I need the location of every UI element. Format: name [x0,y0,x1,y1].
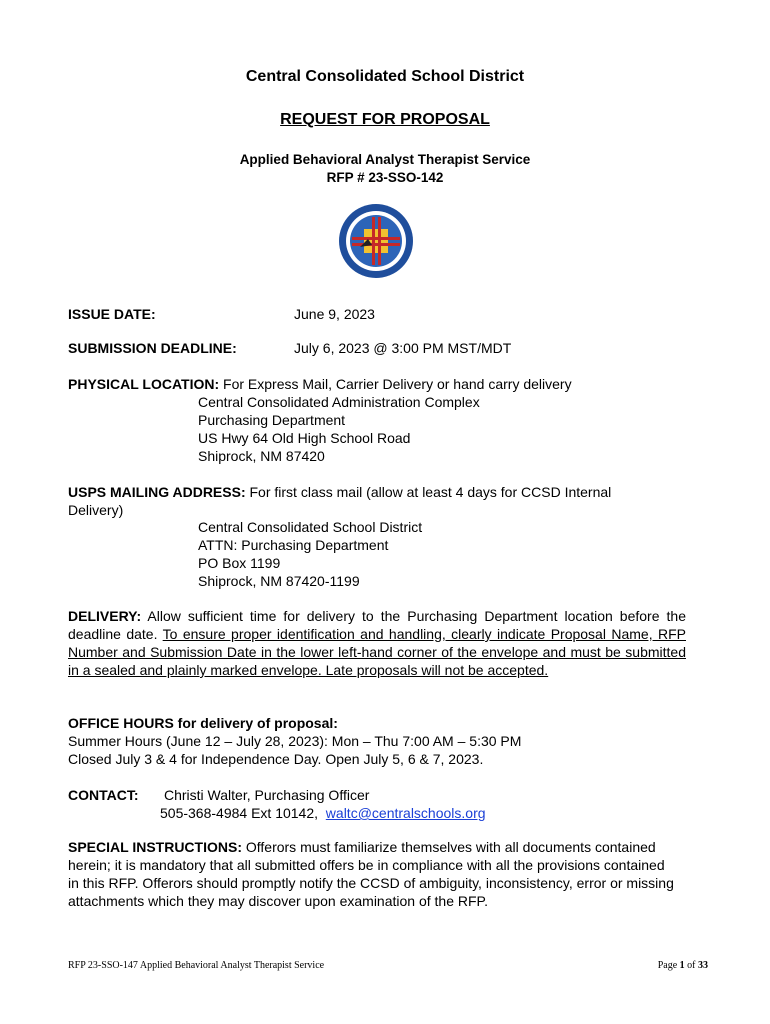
usps-address-line: Shiprock, NM 87420-1199 [198,573,360,589]
delivery-label: DELIVERY: [68,608,142,624]
usps-address-line: Central Consolidated School District [198,519,423,535]
contact-phone-line [160,804,486,822]
issue-date-label: ISSUE DATE: [68,306,156,322]
delivery-paragraph [68,607,686,679]
contact-email-link[interactable]: waltc@centralschools.org [325,805,486,821]
footer-page-prefix: Page [657,960,678,971]
usps-text: For first class mail (allow at least 4 days for CCSD Internal [245,484,612,500]
seal-zia-ray-h2 [352,243,400,246]
delivery-underlined-text: To ensure proper identification and handling, clearly indicate Proposal Name, RFP Number and Submission Date in the lower left-hand corner of the envelope and must be submitted in a sealed and plainly marked envelope. Late proposals will not be accepted. [68,626,686,678]
office-hours-line: Summer Hours (June 12 – July 28, 2023): Mon – Thu 7:00 AM – 5:30 PM [68,733,522,749]
usps-heading [68,483,611,501]
seal-zia-ray-h1 [352,237,400,240]
document-title: REQUEST FOR PROPOSAL [280,111,490,128]
footer-document-title: RFP 23-SSO-147 Applied Behavioral Analyst Therapist Service [68,960,325,971]
usps-label: USPS MAILING ADDRESS: [68,484,246,500]
special-instructions-paragraph [68,838,678,910]
footer-page-of: of [687,960,696,971]
footer-page-total: 33 [698,960,708,971]
rfp-number: RFP # 23-SSO-142 [326,170,444,185]
special-instructions-text: Offerors must familiarize themselves with all documents contained herein; it is mandatory that all submitted offers be in compliance with all the provisions contained in this RFP. Offerors should promptly notify the CCSD of ambiguity, inconsistency, error or missing attachments which they may discover upon examination of the RFP. [68,839,674,909]
physical-address-line: Shiprock, NM 87420 [198,448,325,464]
seal-zia-ray-v2 [378,217,381,265]
usps-address-line: ATTN: Purchasing Department [198,537,389,553]
physical-location-text: For Express Mail, Carrier Delivery or hand carry delivery [219,376,572,392]
footer-page-current: 1 [679,960,685,971]
district-seal-logo [338,203,414,279]
contact-phone: 505-368-4984 Ext 10142, [160,805,319,821]
deadline-value: July 6, 2023 @ 3:00 PM MST/MDT [294,340,512,356]
physical-address-line: US Hwy 64 Old High School Road [198,430,411,446]
footer-page-number [658,960,708,971]
deadline-label: SUBMISSION DEADLINE: [68,340,237,356]
service-name: Applied Behavioral Analyst Therapist Service [239,152,531,167]
physical-address-line: Purchasing Department [198,412,346,428]
seal-zia-ray-v1 [372,217,375,265]
physical-location-label: PHYSICAL LOCATION: [68,376,220,392]
office-hours-line: Closed July 3 & 4 for Independence Day. Open July 5, 6 & 7, 2023. [68,751,484,767]
special-instructions-label: SPECIAL INSTRUCTIONS: [68,839,242,855]
district-title: Central Consolidated School District [245,68,525,85]
office-hours-heading: OFFICE HOURS for delivery of proposal: [68,715,338,731]
physical-location-heading [68,375,572,393]
delivery-text: Allow sufficient time for delivery to the Purchasing Department location before the deadline date. [68,608,686,642]
usps-text-continued: Delivery) [68,502,124,518]
physical-address-line: Central Consolidated Administration Complex [198,394,480,410]
issue-date-value: June 9, 2023 [294,306,375,322]
contact-name: Christi Walter, Purchasing Officer [164,787,370,803]
contact-label: CONTACT: [68,787,139,803]
usps-address-line: PO Box 1199 [198,555,281,571]
